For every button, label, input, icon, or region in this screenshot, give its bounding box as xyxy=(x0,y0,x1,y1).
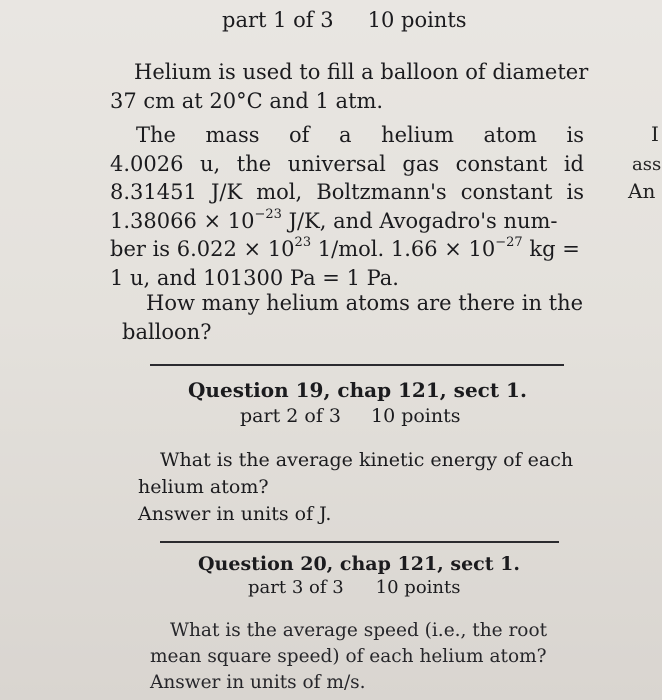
q19-text xyxy=(138,447,578,528)
q18-p2-line-5: ber is $6.022 \times 10^{23}$ 1/mol. $1.66 \times 10^{-27}$ kg = xyxy=(110,235,580,261)
q18-paragraph-2 xyxy=(110,121,584,292)
q19-line-3: Answer in units of J. xyxy=(138,503,332,525)
side-fragment-1: I xyxy=(651,122,659,146)
question-divider-2 xyxy=(160,541,559,543)
q18-paragraph-3 xyxy=(122,289,582,346)
q20-title: Question 20, chap 121, sect 1. xyxy=(198,553,520,575)
q18-p2-line-4: $1.38066 \times 10^{-23}$ J/K, and Avogadro's num- xyxy=(110,206,558,233)
q18-p2-line-2: 4.0026 u, the universal gas constant id xyxy=(110,151,584,176)
q18-part: part 1 of 3 xyxy=(222,8,334,32)
q18-p1-line-2: 37 cm at 20°C and 1 atm. xyxy=(110,88,384,113)
question-divider-1 xyxy=(150,364,564,366)
q19-line-2: helium atom? xyxy=(138,476,269,498)
q19-part: part 2 of 3 xyxy=(240,405,341,427)
q18-p3-line-2: balloon? xyxy=(122,319,212,344)
cropped-heading xyxy=(170,0,470,5)
q18-p2-line-1: The mass of a helium atom is xyxy=(136,123,584,147)
q20-line-1: What is the average speed (i.e., the root xyxy=(170,620,548,641)
q19-line-1: What is the average kinetic energy of each xyxy=(160,449,574,471)
q19-points: 10 points xyxy=(370,405,461,427)
q18-paragraph-1 xyxy=(110,58,589,115)
q20-text xyxy=(150,618,580,696)
q18-p1-line-1: Helium is used to fill a balloon of diameter xyxy=(134,60,589,84)
q19-title: Question 19, chap 121, sect 1. xyxy=(188,378,527,402)
side-fragment-3: An xyxy=(628,179,656,203)
q18-p3-line-1: How many helium atoms are there in the xyxy=(146,291,584,315)
q18-p2-line-3: 8.31451 J/K mol, Boltzmann's constant is xyxy=(110,180,584,204)
q20-line-3: Answer in units of m/s. xyxy=(150,672,366,693)
side-fragment-2: ass xyxy=(632,154,662,175)
q20-part: part 3 of 3 xyxy=(248,577,344,598)
q19-part-line xyxy=(240,405,461,427)
q18-p2-line-6: 1 u, and 101300 Pa = 1 Pa. xyxy=(110,265,399,290)
q18-part-line xyxy=(222,8,467,32)
q20-points: 10 points xyxy=(375,577,461,598)
q20-part-line xyxy=(248,577,460,598)
q20-line-2: mean square speed) of each helium atom? xyxy=(150,646,547,667)
q18-points: 10 points xyxy=(367,8,467,32)
